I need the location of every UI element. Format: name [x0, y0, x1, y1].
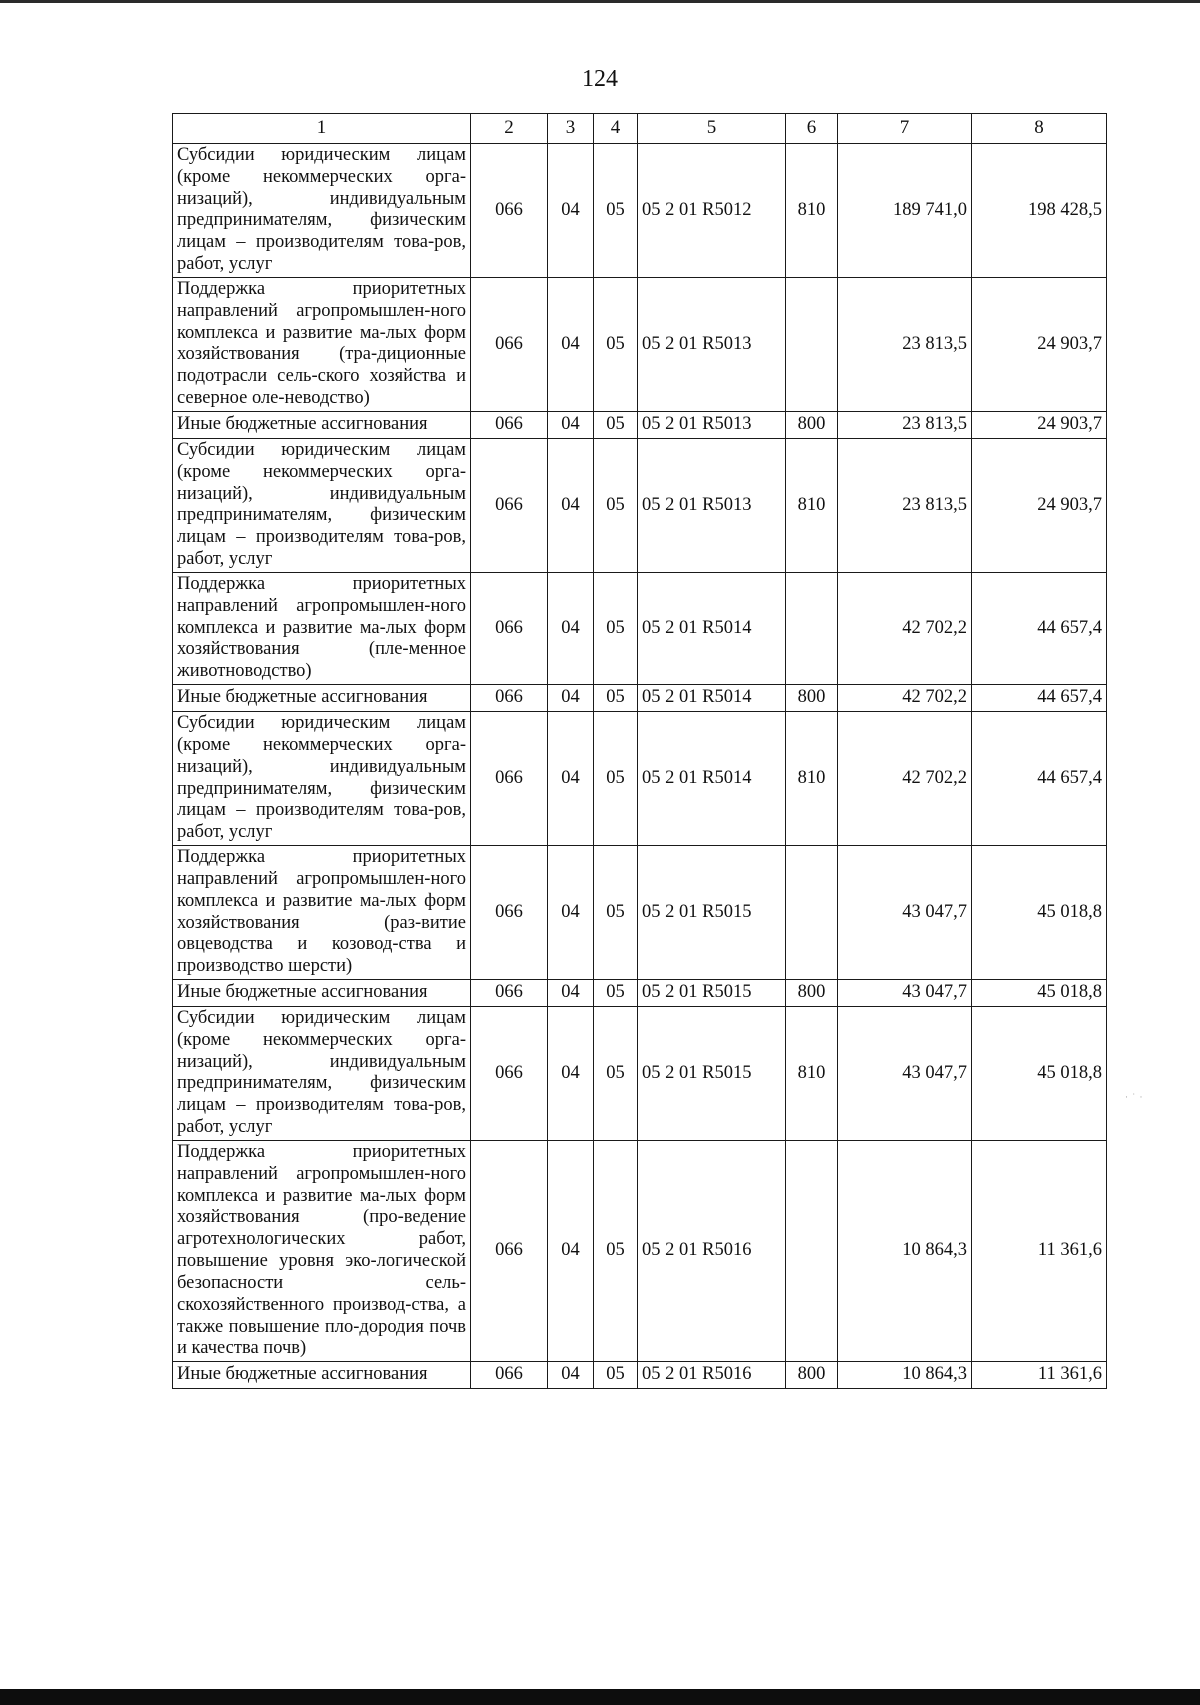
- cell-name: Поддержка приоритетных направлений агропромышлен-ного комплекса и развитие ма-лых форм хозяйствования (тра-диционные подотрасли сель-ского хозяйства и северное оле-неводство): [173, 277, 471, 411]
- cell-target-article: 05 2 01 R5016: [638, 1362, 786, 1389]
- cell-target-article: 05 2 01 R5013: [638, 438, 786, 572]
- cell-target-article: 05 2 01 R5015: [638, 846, 786, 980]
- cell-amount-year1: 23 813,5: [838, 438, 972, 572]
- cell-amount-year2: 11 361,6: [972, 1140, 1107, 1361]
- header-cell-3: 3: [548, 114, 594, 144]
- cell-expense-type: [786, 1140, 838, 1361]
- cell-amount-year2: 45 018,8: [972, 1006, 1107, 1140]
- header-cell-6: 6: [786, 114, 838, 144]
- cell-amount-year2: 24 903,7: [972, 277, 1107, 411]
- cell-subsection: 05: [594, 1362, 638, 1389]
- cell-subsection: 05: [594, 846, 638, 980]
- cell-section: 04: [548, 1006, 594, 1140]
- scan-edge-top: [0, 0, 1200, 3]
- table-header: [173, 114, 1107, 144]
- cell-expense-type: [786, 277, 838, 411]
- cell-admin-code: 066: [471, 411, 548, 438]
- cell-amount-year2: 44 657,4: [972, 572, 1107, 684]
- cell-name: Поддержка приоритетных направлений агропромышлен-ного комплекса и развитие ма-лых форм хозяйствования (раз-витие овцеводства и козовод-ства и производство шерсти): [173, 846, 471, 980]
- cell-amount-year1: 23 813,5: [838, 277, 972, 411]
- table-row: [173, 685, 1107, 712]
- cell-expense-type: 800: [786, 685, 838, 712]
- cell-subsection: 05: [594, 1140, 638, 1361]
- cell-section: 04: [548, 712, 594, 846]
- cell-name: Поддержка приоритетных направлений агропромышлен-ного комплекса и развитие ма-лых форм хозяйствования (пле-менное животноводство): [173, 572, 471, 684]
- cell-subsection: 05: [594, 411, 638, 438]
- cell-amount-year1: 42 702,2: [838, 685, 972, 712]
- cell-expense-type: [786, 572, 838, 684]
- table-row: [173, 712, 1107, 846]
- table-row: [173, 277, 1107, 411]
- header-cell-5: 5: [638, 114, 786, 144]
- cell-admin-code: 066: [471, 979, 548, 1006]
- cell-amount-year2: 11 361,6: [972, 1362, 1107, 1389]
- cell-target-article: 05 2 01 R5014: [638, 685, 786, 712]
- cell-admin-code: 066: [471, 1140, 548, 1361]
- cell-name: Субсидии юридическим лицам (кроме некоммерческих орга-низаций), индивидуальным предпринимателям, физическим лицам – производителям това-ров, работ, услуг: [173, 144, 471, 278]
- cell-target-article: 05 2 01 R5016: [638, 1140, 786, 1361]
- table-row: [173, 438, 1107, 572]
- cell-amount-year1: 42 702,2: [838, 572, 972, 684]
- cell-name: Субсидии юридическим лицам (кроме некоммерческих орга-низаций), индивидуальным предпринимателям, физическим лицам – производителям това-ров, работ, услуг: [173, 438, 471, 572]
- cell-admin-code: 066: [471, 144, 548, 278]
- cell-subsection: 05: [594, 144, 638, 278]
- cell-expense-type: 810: [786, 438, 838, 572]
- cell-target-article: 05 2 01 R5015: [638, 1006, 786, 1140]
- page-number: 124: [582, 66, 618, 92]
- table-row: [173, 1362, 1107, 1389]
- scan-edge-bottom: [0, 1689, 1200, 1705]
- cell-name: Субсидии юридическим лицам (кроме некоммерческих орга-низаций), индивидуальным предпринимателям, физическим лицам – производителям това-ров, работ, услуг: [173, 712, 471, 846]
- cell-expense-type: 800: [786, 411, 838, 438]
- table-row: [173, 411, 1107, 438]
- cell-admin-code: 066: [471, 438, 548, 572]
- cell-amount-year1: 43 047,7: [838, 979, 972, 1006]
- cell-subsection: 05: [594, 712, 638, 846]
- cell-amount-year1: 23 813,5: [838, 411, 972, 438]
- cell-subsection: 05: [594, 685, 638, 712]
- cell-amount-year1: 189 741,0: [838, 144, 972, 278]
- cell-target-article: 05 2 01 R5014: [638, 712, 786, 846]
- cell-target-article: 05 2 01 R5014: [638, 572, 786, 684]
- table-body: [173, 144, 1107, 1389]
- cell-amount-year2: 44 657,4: [972, 712, 1107, 846]
- cell-admin-code: 066: [471, 685, 548, 712]
- header-cell-2: 2: [471, 114, 548, 144]
- header-cell-4: 4: [594, 114, 638, 144]
- cell-amount-year1: 43 047,7: [838, 1006, 972, 1140]
- cell-amount-year2: 198 428,5: [972, 144, 1107, 278]
- cell-admin-code: 066: [471, 572, 548, 684]
- cell-expense-type: [786, 846, 838, 980]
- cell-section: 04: [548, 979, 594, 1006]
- cell-name: Иные бюджетные ассигнования: [173, 685, 471, 712]
- cell-section: 04: [548, 411, 594, 438]
- cell-section: 04: [548, 1362, 594, 1389]
- cell-section: 04: [548, 572, 594, 684]
- cell-amount-year1: 42 702,2: [838, 712, 972, 846]
- cell-target-article: 05 2 01 R5013: [638, 411, 786, 438]
- cell-amount-year1: 10 864,3: [838, 1362, 972, 1389]
- table-row: [173, 572, 1107, 684]
- cell-subsection: 05: [594, 979, 638, 1006]
- table-row: [173, 846, 1107, 980]
- cell-expense-type: 810: [786, 1006, 838, 1140]
- cell-amount-year2: 24 903,7: [972, 438, 1107, 572]
- cell-expense-type: 810: [786, 712, 838, 846]
- table-row: [173, 1006, 1107, 1140]
- scan-specks: · ˙ ·: [1125, 1092, 1144, 1102]
- cell-section: 04: [548, 277, 594, 411]
- cell-section: 04: [548, 685, 594, 712]
- cell-name: Поддержка приоритетных направлений агропромышлен-ного комплекса и развитие ма-лых форм хозяйствования (про-ведение агротехнологических работ, повышение уровня эко-логической безопасности сель-скохозяйственного производ-ства, а также повышение пло-дородия почв и качества почв): [173, 1140, 471, 1361]
- header-cell-1: 1: [173, 114, 471, 144]
- cell-amount-year1: 10 864,3: [838, 1140, 972, 1361]
- budget-table: [172, 113, 1107, 1389]
- header-cell-7: 7: [838, 114, 972, 144]
- cell-name: Иные бюджетные ассигнования: [173, 1362, 471, 1389]
- header-cell-8: 8: [972, 114, 1107, 144]
- cell-subsection: 05: [594, 438, 638, 572]
- cell-target-article: 05 2 01 R5012: [638, 144, 786, 278]
- cell-admin-code: 066: [471, 1006, 548, 1140]
- cell-subsection: 05: [594, 572, 638, 684]
- cell-target-article: 05 2 01 R5013: [638, 277, 786, 411]
- cell-section: 04: [548, 144, 594, 278]
- cell-section: 04: [548, 438, 594, 572]
- table-row: [173, 144, 1107, 278]
- cell-section: 04: [548, 846, 594, 980]
- header-row: [173, 114, 1107, 144]
- cell-section: 04: [548, 1140, 594, 1361]
- cell-amount-year2: 24 903,7: [972, 411, 1107, 438]
- cell-expense-type: 800: [786, 979, 838, 1006]
- table-row: [173, 979, 1107, 1006]
- cell-amount-year2: 45 018,8: [972, 846, 1107, 980]
- cell-admin-code: 066: [471, 1362, 548, 1389]
- cell-target-article: 05 2 01 R5015: [638, 979, 786, 1006]
- cell-expense-type: 810: [786, 144, 838, 278]
- cell-amount-year2: 44 657,4: [972, 685, 1107, 712]
- cell-expense-type: 800: [786, 1362, 838, 1389]
- cell-name: Субсидии юридическим лицам (кроме некоммерческих орга-низаций), индивидуальным предпринимателям, физическим лицам – производителям това-ров, работ, услуг: [173, 1006, 471, 1140]
- table-row: [173, 1140, 1107, 1361]
- cell-admin-code: 066: [471, 277, 548, 411]
- cell-subsection: 05: [594, 277, 638, 411]
- cell-amount-year1: 43 047,7: [838, 846, 972, 980]
- cell-name: Иные бюджетные ассигнования: [173, 411, 471, 438]
- cell-subsection: 05: [594, 1006, 638, 1140]
- cell-admin-code: 066: [471, 846, 548, 980]
- cell-admin-code: 066: [471, 712, 548, 846]
- cell-name: Иные бюджетные ассигнования: [173, 979, 471, 1006]
- cell-amount-year2: 45 018,8: [972, 979, 1107, 1006]
